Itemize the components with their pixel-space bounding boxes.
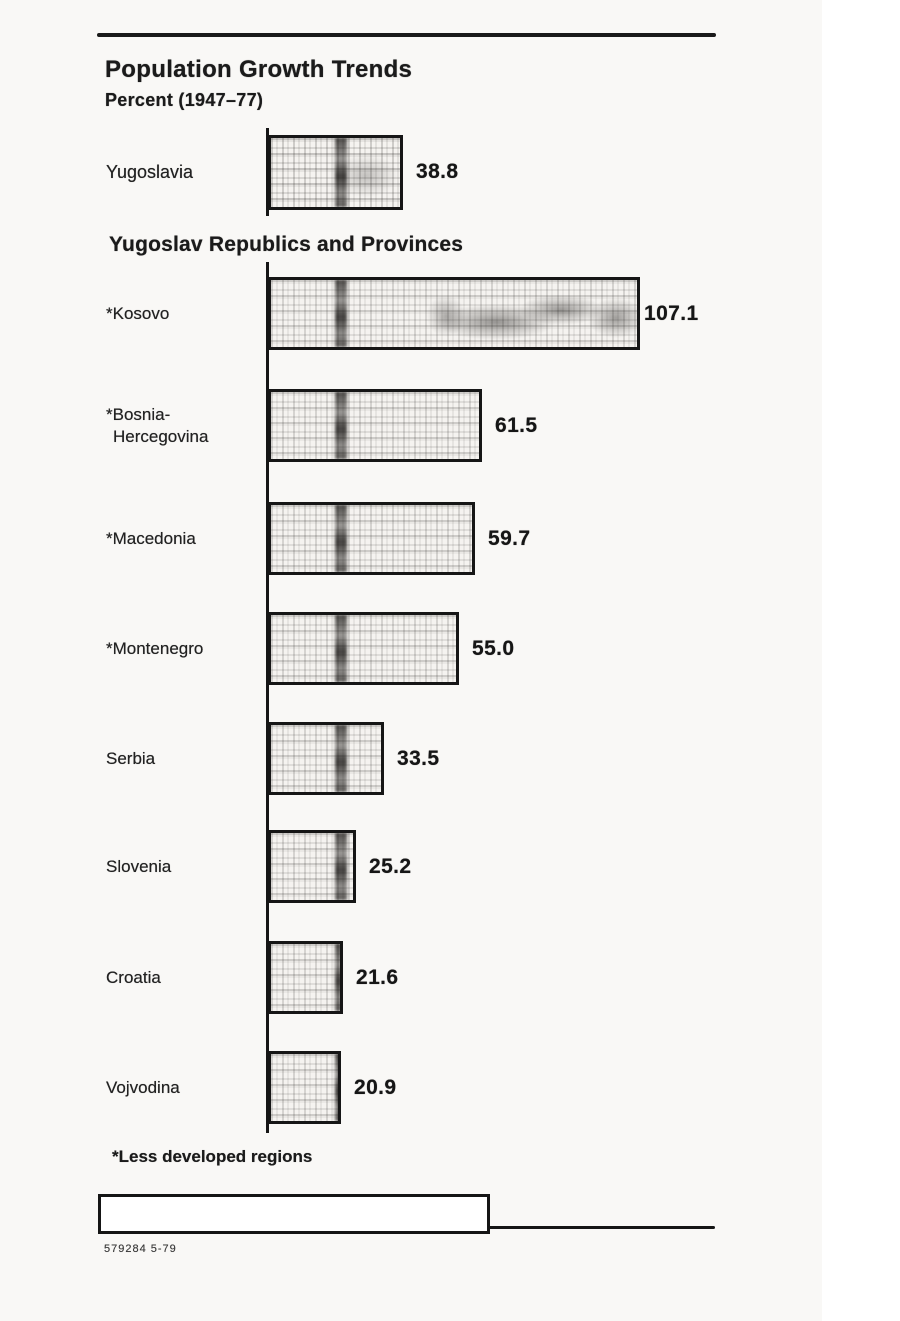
chart-subtitle: Percent (1947–77): [105, 90, 264, 110]
row-label-macedonia: *Macedonia: [106, 528, 196, 548]
row-label-serbia: Serbia: [106, 748, 156, 768]
bar-montenegro: [268, 612, 459, 685]
row-label-montenegro: *Montenegro: [106, 638, 204, 658]
row-label-croatia: Croatia: [106, 967, 161, 987]
section-header: Yugoslav Republics and Provinces: [109, 233, 464, 256]
bar-macedonia: [268, 502, 475, 575]
bar-slovenia: [268, 830, 356, 903]
bar-kosovo: [268, 277, 640, 350]
bar-bosnia-hercegovina: [268, 389, 482, 462]
row-label-bosnia-hercegovina: *Bosnia- Hercegovina: [106, 404, 209, 446]
value-label-montenegro: 55.0: [472, 636, 515, 660]
row-label-yugoslavia: Yugoslavia: [106, 162, 194, 182]
value-label-croatia: 21.6: [356, 965, 399, 989]
value-label-yugoslavia: 38.8: [416, 160, 459, 183]
row-label-vojvodina: Vojvodina: [106, 1077, 180, 1097]
value-label-bosnia-hercegovina: 61.5: [495, 413, 538, 437]
chart-footnote: *Less developed regions: [112, 1147, 313, 1166]
row-label-slovenia: Slovenia: [106, 856, 172, 876]
value-label-slovenia: 25.2: [369, 854, 412, 878]
value-label-macedonia: 59.7: [488, 526, 531, 550]
bottom-rule: [488, 1226, 715, 1229]
print-reference-number: 579284 5-79: [104, 1243, 177, 1255]
value-label-kosovo: 107.1: [644, 301, 699, 325]
empty-legend-box: [98, 1194, 490, 1234]
row-label-kosovo: *Kosovo: [106, 303, 170, 323]
bar-vojvodina: [268, 1051, 341, 1124]
top-rule: [97, 33, 716, 37]
chart-title: Population Growth Trends: [105, 56, 413, 83]
value-label-serbia: 33.5: [397, 746, 440, 770]
bar-yugoslavia: [268, 135, 403, 210]
bar-croatia: [268, 941, 343, 1014]
bar-serbia: [268, 722, 384, 795]
value-label-vojvodina: 20.9: [354, 1075, 397, 1099]
